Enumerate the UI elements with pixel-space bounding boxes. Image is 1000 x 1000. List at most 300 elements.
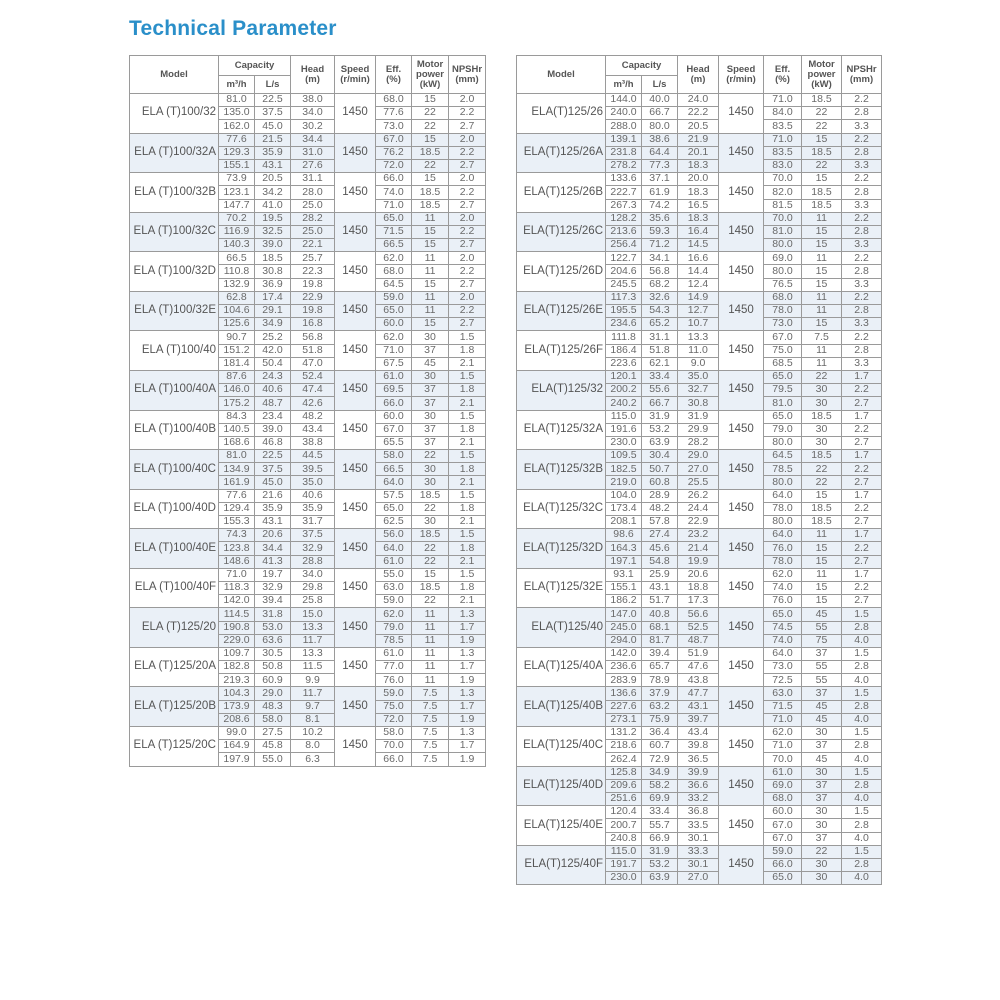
speed-cell: 1450 [719,766,764,806]
speed-cell: 1450 [335,727,376,767]
motor-power-cell: 15 [412,225,449,238]
table-row [517,94,882,107]
head-cell: 18.8 [678,581,719,594]
motor-power-cell: 11 [802,357,842,370]
capacity-ls-cell: 28.9 [642,489,678,502]
capacity-m3h-cell: 240.0 [606,107,642,120]
model-cell: ELA (T)125/20 [130,608,219,648]
table-row [517,845,882,858]
header-ls: L/s [255,76,291,94]
table-row [130,94,486,107]
eff-cell: 78.0 [764,502,802,515]
model-cell: ELA (T)100/32D [130,252,219,292]
capacity-m3h-cell: 133.6 [606,173,642,186]
eff-cell: 62.0 [764,727,802,740]
capacity-ls-cell: 27.5 [255,727,291,740]
capacity-ls-cell: 68.2 [642,278,678,291]
capacity-ls-cell: 18.5 [255,252,291,265]
motor-power-cell: 15 [412,239,449,252]
head-cell: 38.8 [291,436,335,449]
motor-power-cell: 18.5 [412,581,449,594]
head-cell: 16.8 [291,318,335,331]
head-cell: 21.9 [678,133,719,146]
capacity-ls-cell: 48.2 [642,502,678,515]
motor-power-cell: 45 [802,608,842,621]
capacity-m3h-cell: 125.8 [606,766,642,779]
motor-power-cell: 30 [412,331,449,344]
npshr-cell: 1.5 [842,647,882,660]
motor-power-cell: 11 [412,634,449,647]
head-cell: 47.7 [678,687,719,700]
npshr-cell: 2.2 [842,252,882,265]
eff-cell: 66.0 [764,858,802,871]
capacity-m3h-cell: 111.8 [606,331,642,344]
motor-power-cell: 15 [412,173,449,186]
head-cell: 35.9 [291,502,335,515]
eff-cell: 64.0 [764,489,802,502]
head-cell: 28.0 [291,186,335,199]
head-cell: 28.8 [291,555,335,568]
eff-cell: 70.0 [764,753,802,766]
model-cell: ELA(T)125/32E [517,568,606,608]
capacity-m3h-cell: 231.8 [606,146,642,159]
capacity-m3h-cell: 200.2 [606,384,642,397]
npshr-cell: 1.5 [842,766,882,779]
head-cell: 28.2 [678,436,719,449]
capacity-m3h-cell: 129.3 [219,146,255,159]
motor-power-cell: 11 [802,291,842,304]
head-cell: 34.4 [291,133,335,146]
eff-cell: 78.5 [376,634,412,647]
motor-power-cell: 7.5 [412,740,449,753]
head-cell: 33.3 [678,845,719,858]
npshr-cell: 1.7 [449,621,486,634]
eff-cell: 83.5 [764,146,802,159]
eff-cell: 59.0 [376,687,412,700]
eff-cell: 71.5 [376,225,412,238]
capacity-m3h-cell: 77.6 [219,133,255,146]
capacity-ls-cell: 22.5 [255,94,291,107]
model-cell: ELA(T)125/26F [517,331,606,371]
capacity-m3h-cell: 140.3 [219,239,255,252]
head-cell: 16.6 [678,252,719,265]
head-cell: 11.7 [291,634,335,647]
capacity-ls-cell: 65.7 [642,661,678,674]
npshr-cell: 2.7 [842,397,882,410]
head-cell: 20.1 [678,146,719,159]
head-cell: 22.1 [291,239,335,252]
capacity-m3h-cell: 148.6 [219,555,255,568]
npshr-cell: 1.8 [449,463,486,476]
capacity-ls-cell: 27.4 [642,529,678,542]
capacity-m3h-cell: 294.0 [606,634,642,647]
speed-cell: 1450 [719,94,764,134]
head-cell: 39.5 [291,463,335,476]
capacity-ls-cell: 63.9 [642,436,678,449]
capacity-m3h-cell: 208.1 [606,516,642,529]
motor-power-cell: 15 [802,489,842,502]
eff-cell: 69.0 [764,252,802,265]
head-cell: 35.0 [678,370,719,383]
eff-cell: 77.6 [376,107,412,120]
head-cell: 8.1 [291,713,335,726]
motor-power-cell: 18.5 [412,489,449,502]
head-cell: 20.5 [678,120,719,133]
motor-power-cell: 7.5 [412,687,449,700]
capacity-m3h-cell: 147.7 [219,199,255,212]
eff-cell: 78.5 [764,463,802,476]
head-cell: 40.6 [291,489,335,502]
parameter-table-right [516,55,882,885]
npshr-cell: 2.2 [842,94,882,107]
npshr-cell: 1.5 [842,727,882,740]
eff-cell: 62.0 [376,331,412,344]
npshr-cell: 2.8 [842,186,882,199]
npshr-cell: 1.3 [449,647,486,660]
motor-power-cell: 30 [802,872,842,885]
capacity-m3h-cell: 87.6 [219,370,255,383]
capacity-ls-cell: 17.4 [255,291,291,304]
motor-power-cell: 37 [412,423,449,436]
motor-power-cell: 18.5 [412,146,449,159]
motor-power-cell: 11 [802,212,842,225]
motor-power-cell: 11 [412,674,449,687]
capacity-m3h-cell: 164.9 [219,740,255,753]
capacity-ls-cell: 31.9 [642,410,678,423]
model-cell: ELA(T)125/32B [517,450,606,490]
npshr-cell: 2.7 [449,120,486,133]
capacity-ls-cell: 45.6 [642,542,678,555]
capacity-m3h-cell: 273.1 [606,713,642,726]
capacity-m3h-cell: 99.0 [219,727,255,740]
npshr-cell: 1.7 [842,370,882,383]
motor-power-cell: 37 [802,832,842,845]
capacity-m3h-cell: 223.6 [606,357,642,370]
npshr-cell: 1.5 [842,806,882,819]
eff-cell: 72.0 [376,713,412,726]
head-cell: 31.7 [291,516,335,529]
capacity-ls-cell: 51.7 [642,595,678,608]
model-cell: ELA (T)100/32A [130,133,219,173]
capacity-m3h-cell: 173.4 [606,502,642,515]
eff-cell: 78.0 [764,555,802,568]
speed-cell: 1450 [335,410,376,450]
eff-cell: 65.5 [376,436,412,449]
capacity-ls-cell: 68.1 [642,621,678,634]
motor-power-cell: 15 [412,278,449,291]
capacity-m3h-cell: 90.7 [219,331,255,344]
eff-cell: 76.0 [764,542,802,555]
motor-power-cell: 22 [802,107,842,120]
motor-power-cell: 15 [802,133,842,146]
model-cell: ELA (T)100/40A [130,370,219,410]
head-cell: 31.9 [678,410,719,423]
npshr-cell: 2.0 [449,212,486,225]
capacity-m3h-cell: 219.3 [219,674,255,687]
head-cell: 38.0 [291,94,335,107]
capacity-ls-cell: 39.4 [255,595,291,608]
capacity-m3h-cell: 181.4 [219,357,255,370]
model-cell: ELA(T)125/32 [517,370,606,410]
eff-cell: 77.0 [376,661,412,674]
npshr-cell: 1.3 [449,608,486,621]
npshr-cell: 2.2 [449,265,486,278]
head-cell: 42.6 [291,397,335,410]
head-cell: 43.8 [678,674,719,687]
capacity-ls-cell: 24.3 [255,370,291,383]
capacity-m3h-cell: 109.7 [219,647,255,660]
capacity-ls-cell: 54.8 [642,555,678,568]
npshr-cell: 2.8 [842,265,882,278]
capacity-ls-cell: 61.9 [642,186,678,199]
head-cell: 52.4 [291,370,335,383]
head-cell: 28.2 [291,212,335,225]
npshr-cell: 2.2 [842,212,882,225]
speed-cell: 1450 [719,252,764,292]
motor-power-cell: 30 [412,516,449,529]
motor-power-cell: 15 [802,239,842,252]
speed-cell: 1450 [719,370,764,410]
capacity-ls-cell: 39.0 [255,239,291,252]
eff-cell: 58.0 [376,727,412,740]
eff-cell: 81.0 [764,397,802,410]
eff-cell: 67.0 [764,819,802,832]
motor-power-cell: 11 [802,529,842,542]
table-row [130,173,486,186]
model-cell: ELA(T)125/26D [517,252,606,292]
header-speed: Speed (r/min) [335,56,376,94]
capacity-ls-cell: 23.4 [255,410,291,423]
motor-power-cell: 45 [802,713,842,726]
speed-cell: 1450 [335,647,376,687]
table-row [517,291,882,304]
motor-power-cell: 22 [802,120,842,133]
motor-power-cell: 11 [802,305,842,318]
eff-cell: 70.0 [764,212,802,225]
eff-cell: 80.0 [764,265,802,278]
eff-cell: 69.5 [376,384,412,397]
motor-power-cell: 37 [412,436,449,449]
eff-cell: 56.0 [376,529,412,542]
table-row [517,133,882,146]
capacity-m3h-cell: 213.6 [606,225,642,238]
npshr-cell: 2.8 [842,779,882,792]
eff-cell: 76.5 [764,278,802,291]
motor-power-cell: 30 [802,819,842,832]
npshr-cell: 1.8 [449,581,486,594]
capacity-m3h-cell: 191.6 [606,423,642,436]
header-motor-power: Motor power (kW) [802,56,842,94]
npshr-cell: 2.7 [842,476,882,489]
eff-cell: 68.0 [764,792,802,805]
eff-cell: 67.0 [764,331,802,344]
table-row [130,252,486,265]
speed-cell: 1450 [335,212,376,252]
npshr-cell: 2.8 [842,621,882,634]
capacity-ls-cell: 55.6 [642,384,678,397]
eff-cell: 71.0 [764,133,802,146]
eff-cell: 55.0 [376,568,412,581]
capacity-m3h-cell: 118.3 [219,581,255,594]
speed-cell: 1450 [335,608,376,648]
capacity-m3h-cell: 115.0 [606,845,642,858]
eff-cell: 76.0 [376,674,412,687]
motor-power-cell: 30 [802,397,842,410]
npshr-cell: 2.2 [842,502,882,515]
head-cell: 6.3 [291,753,335,766]
motor-power-cell: 18.5 [802,450,842,463]
eff-cell: 64.0 [764,647,802,660]
npshr-cell: 1.5 [449,529,486,542]
capacity-m3h-cell: 283.9 [606,674,642,687]
capacity-ls-cell: 30.4 [642,450,678,463]
eff-cell: 82.0 [764,186,802,199]
capacity-ls-cell: 34.2 [255,186,291,199]
npshr-cell: 2.1 [449,397,486,410]
npshr-cell: 1.7 [449,740,486,753]
motor-power-cell: 55 [802,674,842,687]
speed-cell: 1450 [719,173,764,213]
capacity-ls-cell: 29.1 [255,305,291,318]
npshr-cell: 2.2 [449,107,486,120]
capacity-m3h-cell: 251.6 [606,792,642,805]
head-cell: 27.0 [678,463,719,476]
head-cell: 9.9 [291,674,335,687]
head-cell: 13.3 [291,647,335,660]
eff-cell: 81.0 [764,225,802,238]
motor-power-cell: 7.5 [412,753,449,766]
header-npshr: NPSHr (mm) [842,56,882,94]
npshr-cell: 2.8 [842,305,882,318]
capacity-m3h-cell: 144.0 [606,94,642,107]
eff-cell: 65.0 [764,608,802,621]
capacity-m3h-cell: 142.0 [219,595,255,608]
model-cell: ELA(T)125/40C [517,727,606,767]
head-cell: 11.7 [291,687,335,700]
head-cell: 30.2 [291,120,335,133]
eff-cell: 66.0 [376,753,412,766]
speed-cell: 1450 [719,133,764,173]
head-cell: 30.8 [678,397,719,410]
head-cell: 34.0 [291,107,335,120]
eff-cell: 65.0 [764,410,802,423]
eff-cell: 80.0 [764,516,802,529]
table-row [517,568,882,581]
capacity-ls-cell: 77.3 [642,159,678,172]
motor-power-cell: 37 [802,647,842,660]
capacity-m3h-cell: 245.0 [606,621,642,634]
table-row [517,450,882,463]
eff-cell: 80.0 [764,436,802,449]
motor-power-cell: 18.5 [802,186,842,199]
capacity-ls-cell: 19.7 [255,568,291,581]
motor-power-cell: 22 [412,595,449,608]
eff-cell: 73.0 [764,661,802,674]
eff-cell: 66.0 [376,397,412,410]
speed-cell: 1450 [719,291,764,331]
eff-cell: 74.0 [764,581,802,594]
motor-power-cell: 30 [802,423,842,436]
motor-power-cell: 30 [802,727,842,740]
capacity-m3h-cell: 230.0 [606,436,642,449]
speed-cell: 1450 [335,173,376,213]
capacity-m3h-cell: 288.0 [606,120,642,133]
head-cell: 22.9 [678,516,719,529]
npshr-cell: 2.1 [449,436,486,449]
eff-cell: 62.0 [376,252,412,265]
eff-cell: 71.5 [764,700,802,713]
capacity-m3h-cell: 155.1 [606,581,642,594]
npshr-cell: 1.7 [842,568,882,581]
capacity-m3h-cell: 120.1 [606,370,642,383]
motor-power-cell: 37 [802,779,842,792]
head-cell: 32.9 [291,542,335,555]
npshr-cell: 2.2 [449,186,486,199]
npshr-cell: 2.1 [449,357,486,370]
capacity-ls-cell: 19.5 [255,212,291,225]
eff-cell: 72.0 [376,159,412,172]
head-cell: 18.3 [678,212,719,225]
model-cell: ELA (T)100/40D [130,489,219,529]
model-cell: ELA(T)125/26 [517,94,606,134]
eff-cell: 68.5 [764,357,802,370]
npshr-cell: 2.2 [449,225,486,238]
head-cell: 21.4 [678,542,719,555]
model-cell: ELA (T)100/40E [130,529,219,569]
table-row [130,450,486,463]
capacity-m3h-cell: 81.0 [219,450,255,463]
capacity-ls-cell: 35.6 [642,212,678,225]
model-cell: ELA (T)100/32C [130,212,219,252]
capacity-ls-cell: 25.9 [642,568,678,581]
npshr-cell: 3.3 [842,357,882,370]
capacity-ls-cell: 75.9 [642,713,678,726]
capacity-ls-cell: 63.9 [642,872,678,885]
head-cell: 31.0 [291,146,335,159]
model-cell: ELA(T)125/26A [517,133,606,173]
capacity-ls-cell: 65.2 [642,318,678,331]
eff-cell: 57.5 [376,489,412,502]
head-cell: 34.0 [291,568,335,581]
motor-power-cell: 11 [412,291,449,304]
capacity-m3h-cell: 191.7 [606,858,642,871]
capacity-m3h-cell: 161.9 [219,476,255,489]
motor-power-cell: 15 [412,94,449,107]
eff-cell: 61.0 [376,647,412,660]
head-cell: 39.9 [678,766,719,779]
capacity-ls-cell: 48.7 [255,397,291,410]
capacity-ls-cell: 34.9 [642,766,678,779]
eff-cell: 65.0 [376,212,412,225]
head-cell: 25.0 [291,199,335,212]
capacity-ls-cell: 36.9 [255,278,291,291]
capacity-m3h-cell: 117.3 [606,291,642,304]
npshr-cell: 2.7 [842,595,882,608]
motor-power-cell: 22 [802,159,842,172]
motor-power-cell: 11 [412,212,449,225]
motor-power-cell: 37 [412,344,449,357]
eff-cell: 70.0 [764,173,802,186]
capacity-m3h-cell: 155.1 [219,159,255,172]
capacity-ls-cell: 64.4 [642,146,678,159]
speed-cell: 1450 [719,331,764,371]
npshr-cell: 1.3 [449,687,486,700]
eff-cell: 61.0 [764,766,802,779]
npshr-cell: 2.2 [842,581,882,594]
eff-cell: 81.5 [764,199,802,212]
capacity-ls-cell: 50.8 [255,661,291,674]
npshr-cell: 1.8 [449,344,486,357]
